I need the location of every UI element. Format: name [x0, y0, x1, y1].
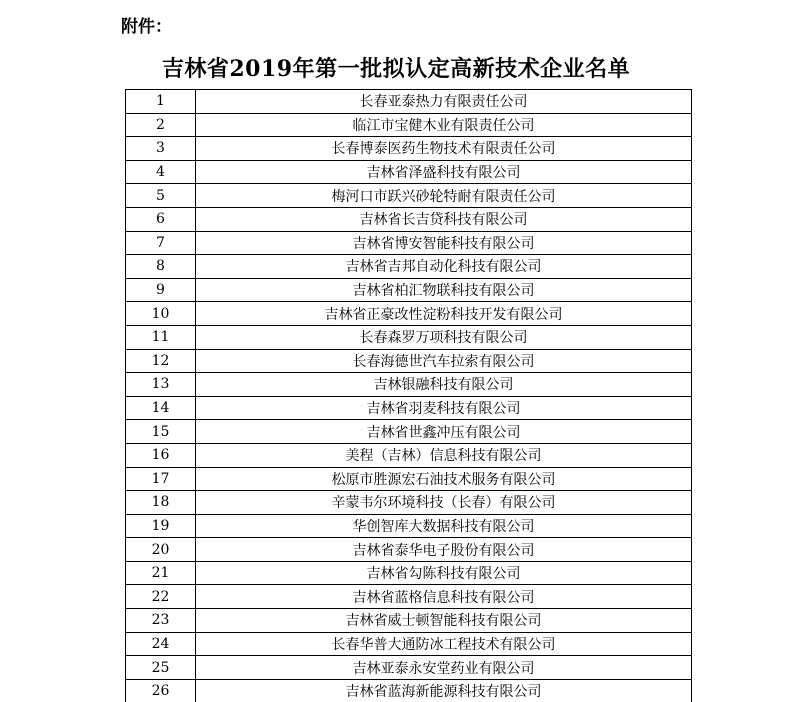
company-name-cell: 吉林省正豪改性淀粉科技开发有限公司	[196, 302, 692, 326]
company-name-cell: 长春森罗万项科技有限公司	[196, 325, 692, 349]
company-name-cell: 吉林省世鑫冲压有限公司	[196, 420, 692, 444]
row-number-cell: 1	[126, 90, 196, 114]
company-name-cell: 松原市胜源宏石油技术服务有限公司	[196, 467, 692, 491]
table-row	[126, 160, 692, 184]
table-row	[126, 467, 692, 491]
table-row	[126, 609, 692, 633]
company-name-cell: 吉林省泰华电子股份有限公司	[196, 538, 692, 562]
row-number-cell: 25	[126, 656, 196, 680]
row-number-cell: 17	[126, 467, 196, 491]
table-row	[126, 585, 692, 609]
table-row	[126, 420, 692, 444]
company-name-cell: 吉林省蓝格信息科技有限公司	[196, 585, 692, 609]
table-row	[126, 514, 692, 538]
row-number-cell: 18	[126, 491, 196, 515]
company-name-cell: 吉林省勾陈科技有限公司	[196, 561, 692, 585]
company-name-cell: 吉林省蓝海新能源科技有限公司	[196, 679, 692, 702]
company-name-cell: 吉林省柏汇物联科技有限公司	[196, 278, 692, 302]
table-row	[126, 278, 692, 302]
row-number-cell: 21	[126, 561, 196, 585]
table-row	[126, 90, 692, 114]
table-row	[126, 231, 692, 255]
company-name-cell: 华创智库大数据科技有限公司	[196, 514, 692, 538]
table-row	[126, 349, 692, 373]
company-name-cell: 吉林省长吉贷科技有限公司	[196, 207, 692, 231]
table-row	[126, 396, 692, 420]
company-name-cell: 临江市宝健木业有限责任公司	[196, 113, 692, 137]
company-name-cell: 吉林银融科技有限公司	[196, 373, 692, 397]
row-number-cell: 26	[126, 679, 196, 702]
row-number-cell: 19	[126, 514, 196, 538]
row-number-cell: 2	[126, 113, 196, 137]
row-number-cell: 14	[126, 396, 196, 420]
company-name-cell: 吉林省羽麦科技有限公司	[196, 396, 692, 420]
row-number-cell: 16	[126, 443, 196, 467]
company-name-cell: 长春亚泰热力有限责任公司	[196, 90, 692, 114]
table-row	[126, 113, 692, 137]
table-row	[126, 373, 692, 397]
document-title: 吉林省2019年第一批拟认定高新技术企业名单	[0, 52, 792, 83]
company-name-cell: 吉林省泽盛科技有限公司	[196, 160, 692, 184]
table-body	[126, 90, 692, 702]
table-row	[126, 443, 692, 467]
table-row	[126, 137, 692, 161]
company-name-cell: 吉林省吉邦自动化科技有限公司	[196, 255, 692, 279]
company-name-cell: 长春海德世汽车拉索有限公司	[196, 349, 692, 373]
row-number-cell: 20	[126, 538, 196, 562]
company-name-cell: 梅河口市跃兴砂轮特耐有限责任公司	[196, 184, 692, 208]
row-number-cell: 24	[126, 632, 196, 656]
row-number-cell: 12	[126, 349, 196, 373]
company-name-cell: 吉林亚泰永安堂药业有限公司	[196, 656, 692, 680]
attachment-label: 附件：	[121, 12, 172, 37]
row-number-cell: 8	[126, 255, 196, 279]
table-row	[126, 302, 692, 326]
row-number-cell: 9	[126, 278, 196, 302]
company-name-cell: 长春华普大通防冰工程技术有限公司	[196, 632, 692, 656]
table-row	[126, 679, 692, 702]
company-name-cell: 吉林省博安智能科技有限公司	[196, 231, 692, 255]
row-number-cell: 22	[126, 585, 196, 609]
row-number-cell: 5	[126, 184, 196, 208]
row-number-cell: 15	[126, 420, 196, 444]
row-number-cell: 23	[126, 609, 196, 633]
company-name-cell: 长春博泰医药生物技术有限责任公司	[196, 137, 692, 161]
row-number-cell: 7	[126, 231, 196, 255]
row-number-cell: 4	[126, 160, 196, 184]
table-row	[126, 255, 692, 279]
table-row	[126, 184, 692, 208]
table-row	[126, 538, 692, 562]
table-row	[126, 207, 692, 231]
company-name-cell: 吉林省威士顿智能科技有限公司	[196, 609, 692, 633]
company-list-table	[125, 89, 692, 702]
company-name-cell: 美程（吉林）信息科技有限公司	[196, 443, 692, 467]
row-number-cell: 6	[126, 207, 196, 231]
row-number-cell: 10	[126, 302, 196, 326]
table-row	[126, 632, 692, 656]
table-row	[126, 491, 692, 515]
table-row	[126, 325, 692, 349]
table-row	[126, 561, 692, 585]
row-number-cell: 13	[126, 373, 196, 397]
row-number-cell: 3	[126, 137, 196, 161]
company-name-cell: 辛蒙韦尔环境科技（长春）有限公司	[196, 491, 692, 515]
table-row	[126, 656, 692, 680]
row-number-cell: 11	[126, 325, 196, 349]
